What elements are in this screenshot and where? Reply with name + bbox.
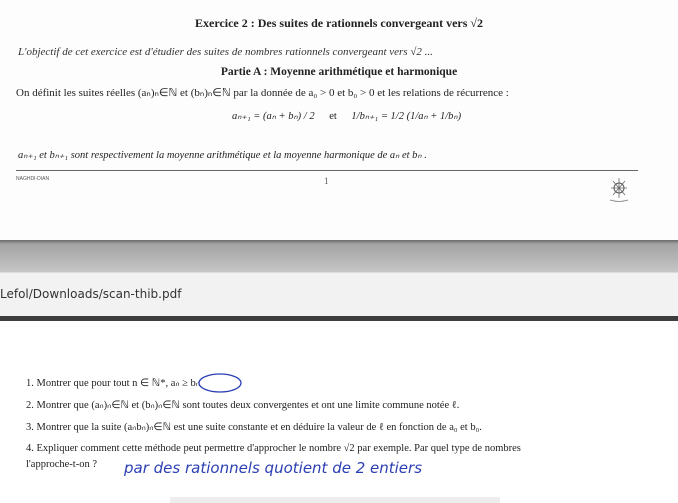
next-line-partial bbox=[170, 497, 500, 503]
pdf-page-1 bbox=[0, 0, 678, 240]
page-number: 1 bbox=[324, 176, 329, 186]
file-path-bar[interactable] bbox=[0, 272, 678, 317]
page-footer-rule bbox=[16, 170, 638, 171]
part-a-title: Partie A : Moyenne arithmétique et harmonique bbox=[220, 66, 458, 78]
file-path: Lefol/Downloads/scan-thib.pdf bbox=[0, 287, 182, 301]
recurrence-formula bbox=[232, 110, 461, 122]
question-3: 3. Montrer que la suite (aₙbₙ)ₙ∈ℕ est une suite constante et en déduire la valeur de ℓ en fonction de a₀ et b₀. bbox=[26, 422, 482, 433]
exercise-title: Exercice 2 : Des suites de rationnels convergeant vers √2 bbox=[195, 16, 483, 30]
exercise-objective: L'objectif de cet exercice est d'étudier des suites de nombres rationnels convergeant vers √2 ... bbox=[18, 46, 433, 58]
handwritten-circle-icon bbox=[197, 372, 243, 394]
formula-left: aₙ₊₁ = (aₙ + bₙ) / 2 bbox=[232, 111, 315, 122]
footer-logo-icon bbox=[606, 176, 632, 204]
pdf-page-2 bbox=[0, 321, 678, 503]
page-gap bbox=[0, 240, 678, 272]
question-4-continued: l'approche-t-on ? bbox=[26, 459, 97, 470]
means-statement: aₙ₊₁ et bₙ₊₁ sont respectivement la moyenne arithmétique et la moyenne harmonique de aₙ et bₙ . bbox=[18, 150, 427, 161]
question-4: 4. Expliquer comment cette méthode peut permettre d'approcher le nombre √2 par exemple. Par quel type de nombres bbox=[26, 443, 521, 454]
formula-connector: et bbox=[329, 111, 337, 122]
handwritten-answer bbox=[124, 453, 454, 481]
sequence-definition: On définit les suites réelles (aₙ)ₙ∈ℕ et (bₙ)ₙ∈ℕ par la donnée de a₀ > 0 et b₀ > 0 et les relations de récurrence : bbox=[16, 87, 509, 99]
footer-author: NAGHDI-DIAN bbox=[16, 176, 50, 182]
question-1: 1. Montrer que pour tout n ∈ ℕ*, aₙ ≥ bₙ bbox=[26, 378, 200, 389]
formula-right: 1/bₙ₊₁ = 1/2 (1/aₙ + 1/bₙ) bbox=[351, 111, 462, 122]
question-2: 2. Montrer que (aₙ)ₙ∈ℕ et (bₙ)ₙ∈ℕ sont toutes deux convergentes et ont une limite commune notée ℓ. bbox=[26, 400, 460, 411]
handwritten-answer-text: par des rationnels quotient de 2 entiers bbox=[124, 459, 423, 477]
